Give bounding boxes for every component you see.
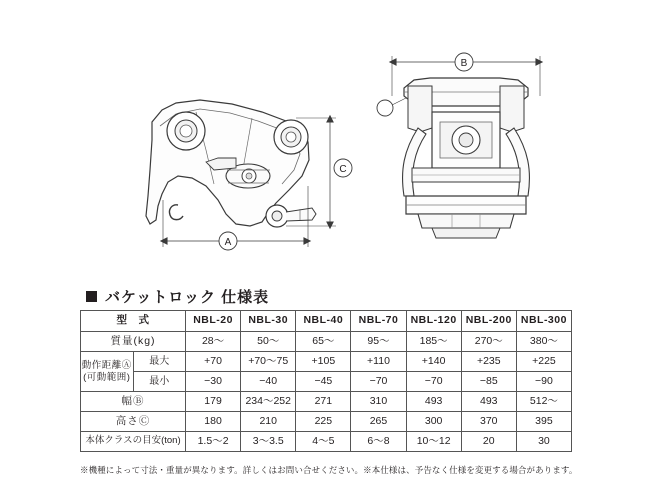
cell-min-nbl40: −45 bbox=[296, 372, 351, 392]
cell-class-nbl30: 3〜3.5 bbox=[241, 432, 296, 452]
row-label-stroke-bottom: (可動範囲) bbox=[83, 371, 131, 383]
table-row bbox=[81, 432, 572, 452]
cell-height-nbl30: 210 bbox=[241, 412, 296, 432]
cell-class-nbl200: 20 bbox=[461, 432, 516, 452]
cell-width-nbl200: 493 bbox=[461, 392, 516, 412]
table-row bbox=[81, 352, 572, 372]
cell-min-nbl20: −30 bbox=[186, 372, 241, 392]
svg-text:B: B bbox=[460, 58, 468, 69]
cell-max-nbl30: +70〜75 bbox=[241, 352, 296, 372]
cell-class-nbl120: 10〜12 bbox=[406, 432, 461, 452]
col-header-nbl40: NBL-40 bbox=[296, 311, 351, 332]
cell-max-nbl20: +70 bbox=[186, 352, 241, 372]
cell-class-nbl40: 4〜5 bbox=[296, 432, 351, 452]
cell-max-nbl70: +110 bbox=[351, 352, 406, 372]
cell-class-nbl20: 1.5〜2 bbox=[186, 432, 241, 452]
bullet-square-icon bbox=[86, 291, 97, 302]
cell-mass-nbl200: 270〜 bbox=[461, 332, 516, 352]
cell-height-nbl20: 180 bbox=[186, 412, 241, 432]
table-row bbox=[81, 372, 572, 392]
cell-mass-nbl20: 28〜 bbox=[186, 332, 241, 352]
row-label-width: 幅Ⓑ bbox=[81, 392, 186, 412]
cell-min-nbl30: −40 bbox=[241, 372, 296, 392]
cell-height-nbl70: 265 bbox=[351, 412, 406, 432]
col-header-nbl70: NBL-70 bbox=[351, 311, 406, 332]
row-label-stroke-min: 最小 bbox=[133, 372, 186, 392]
cell-width-nbl70: 310 bbox=[351, 392, 406, 412]
cell-mass-nbl70: 95〜 bbox=[351, 332, 406, 352]
cell-min-nbl70: −70 bbox=[351, 372, 406, 392]
table-header-row bbox=[81, 311, 572, 332]
row-label-class: 本体クラスの目安(ton) bbox=[81, 432, 186, 452]
cell-min-nbl200: −85 bbox=[461, 372, 516, 392]
cell-width-nbl20: 179 bbox=[186, 392, 241, 412]
col-header-nbl300: NBL-300 bbox=[516, 311, 571, 332]
cell-width-nbl30: 234〜252 bbox=[241, 392, 296, 412]
cell-height-nbl300: 395 bbox=[516, 412, 571, 432]
row-label-stroke-max: 最大 bbox=[133, 352, 186, 372]
spec-title-text: バケットロック 仕様表 bbox=[105, 289, 270, 306]
svg-text:A: A bbox=[224, 237, 232, 248]
row-label-stroke bbox=[81, 352, 134, 392]
cell-height-nbl40: 225 bbox=[296, 412, 351, 432]
row-label-stroke-top: 動作距離Ⓐ bbox=[81, 360, 132, 372]
spec-note: ※機種によって寸法・重量が異なります。詳しくはお問い合せください。※本仕様は、予告なく仕様を変更する場合があります。 bbox=[80, 465, 578, 475]
svg-text:C: C bbox=[339, 164, 347, 175]
cell-max-nbl120: +140 bbox=[406, 352, 461, 372]
spec-table bbox=[80, 310, 572, 452]
col-header-nbl20: NBL-20 bbox=[186, 311, 241, 332]
spec-title bbox=[86, 286, 269, 307]
table-row bbox=[81, 332, 572, 352]
cell-max-nbl40: +105 bbox=[296, 352, 351, 372]
col-header-nbl200: NBL-200 bbox=[461, 311, 516, 332]
col-header-type: 型 式 bbox=[81, 311, 186, 332]
cell-mass-nbl120: 185〜 bbox=[406, 332, 461, 352]
cell-height-nbl120: 300 bbox=[406, 412, 461, 432]
cell-width-nbl300: 512〜 bbox=[516, 392, 571, 412]
table-row bbox=[81, 392, 572, 412]
cell-height-nbl200: 370 bbox=[461, 412, 516, 432]
table-row bbox=[81, 412, 572, 432]
row-label-mass: 質量(kg) bbox=[81, 332, 186, 352]
cell-width-nbl120: 493 bbox=[406, 392, 461, 412]
cell-width-nbl40: 271 bbox=[296, 392, 351, 412]
cell-mass-nbl300: 380〜 bbox=[516, 332, 571, 352]
col-header-nbl120: NBL-120 bbox=[406, 311, 461, 332]
row-label-height: 高さⒸ bbox=[81, 412, 186, 432]
cell-class-nbl300: 30 bbox=[516, 432, 571, 452]
cell-min-nbl300: −90 bbox=[516, 372, 571, 392]
cell-mass-nbl30: 50〜 bbox=[241, 332, 296, 352]
cell-min-nbl120: −70 bbox=[406, 372, 461, 392]
cell-max-nbl200: +235 bbox=[461, 352, 516, 372]
cell-max-nbl300: +225 bbox=[516, 352, 571, 372]
col-header-nbl30: NBL-30 bbox=[241, 311, 296, 332]
cell-mass-nbl40: 65〜 bbox=[296, 332, 351, 352]
cell-class-nbl70: 6〜8 bbox=[351, 432, 406, 452]
